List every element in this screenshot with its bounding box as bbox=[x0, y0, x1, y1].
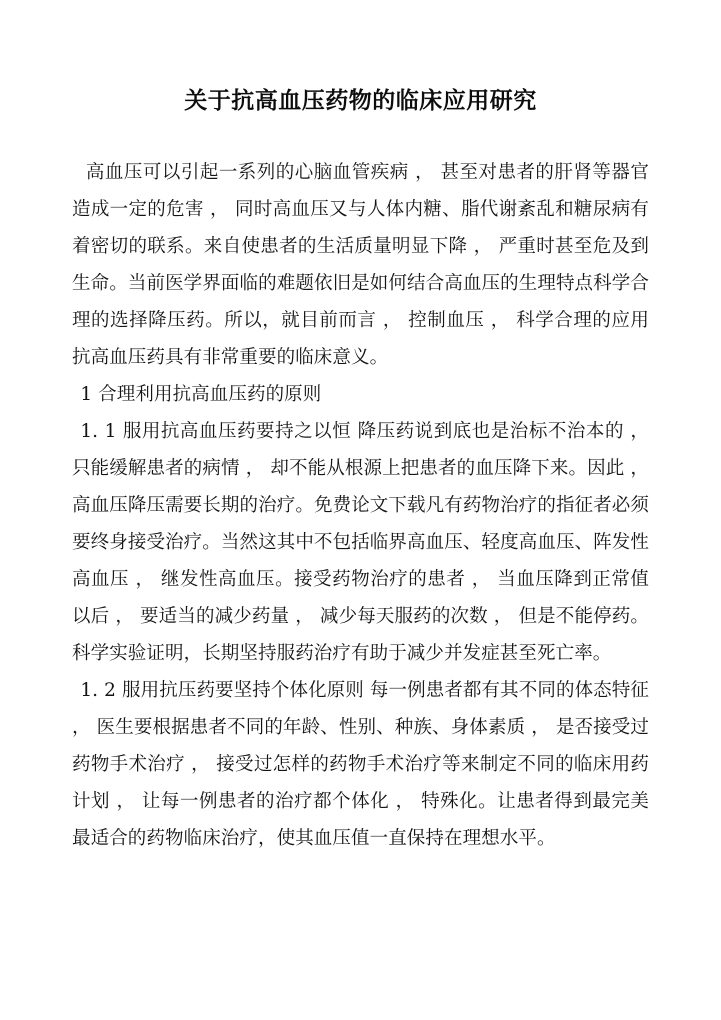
paragraph-intro: 高血压可以引起一系列的心脑血管疾病 ， 甚至对患者的肝肾等器官造成一定的危害 ， 同时高血压又与人体内糖、脂代谢紊乱和糖尿病有着密切的联系。来自使患者的生活质量明显下降 ， 严重时甚至危及到生命。当前医学界面临的难题依旧是如何结合高血压的生理特点科学合理的选择降压药。所以，就目前而言 ， 控制血压 ， 科学合理的应用抗高血压药具有非常重要的临床意义。 bbox=[72, 162, 649, 368]
heading-section-1-1: 1. 1 服用抗高血压药要持之以恒 降压药说到底也是治标不治本的 ， 只能缓解患者的病情 ， 却不能从根源上把患者的血压降下来。因此 ， 高血压降压需要长期的治疗。免费论文下载凡有药物治疗的指征者必须要终身接受治疗。当然这其中不包括临界高血压、轻度高血压、阵发性高血压 ， 继发性高血压。接受药物治疗的患者 ， 当血压降到正常值以后 ， 要适当的减少药量 ， 减少每天服药的次数 ， 但是不能停药。科学实验证明，长期坚持服药治疗有助于减少并发症甚至死亡率。 bbox=[72, 421, 649, 664]
document-body bbox=[72, 154, 649, 857]
heading-section-1-2: 1. 2 服用抗压药要坚持个体化原则 每一例患者都有其不同的体态特征 ， 医生要根据患者不同的年龄、性别、种族、身体素质 ， 是否接受过药物手术治疗 ， 接受过怎样的药物手术治疗等来制定不同的临床用药计划 ， 让每一例患者的治疗都个体化 ， 特殊化。让患者得到最完美最适合的药物临床治疗，使其血压值一直保持在理想水平。 bbox=[72, 680, 649, 849]
heading-section-1: 1 合理利用抗高血压药的原则 bbox=[80, 384, 322, 405]
page-title: 关于抗高血压药物的临床应用研究 bbox=[184, 88, 537, 114]
